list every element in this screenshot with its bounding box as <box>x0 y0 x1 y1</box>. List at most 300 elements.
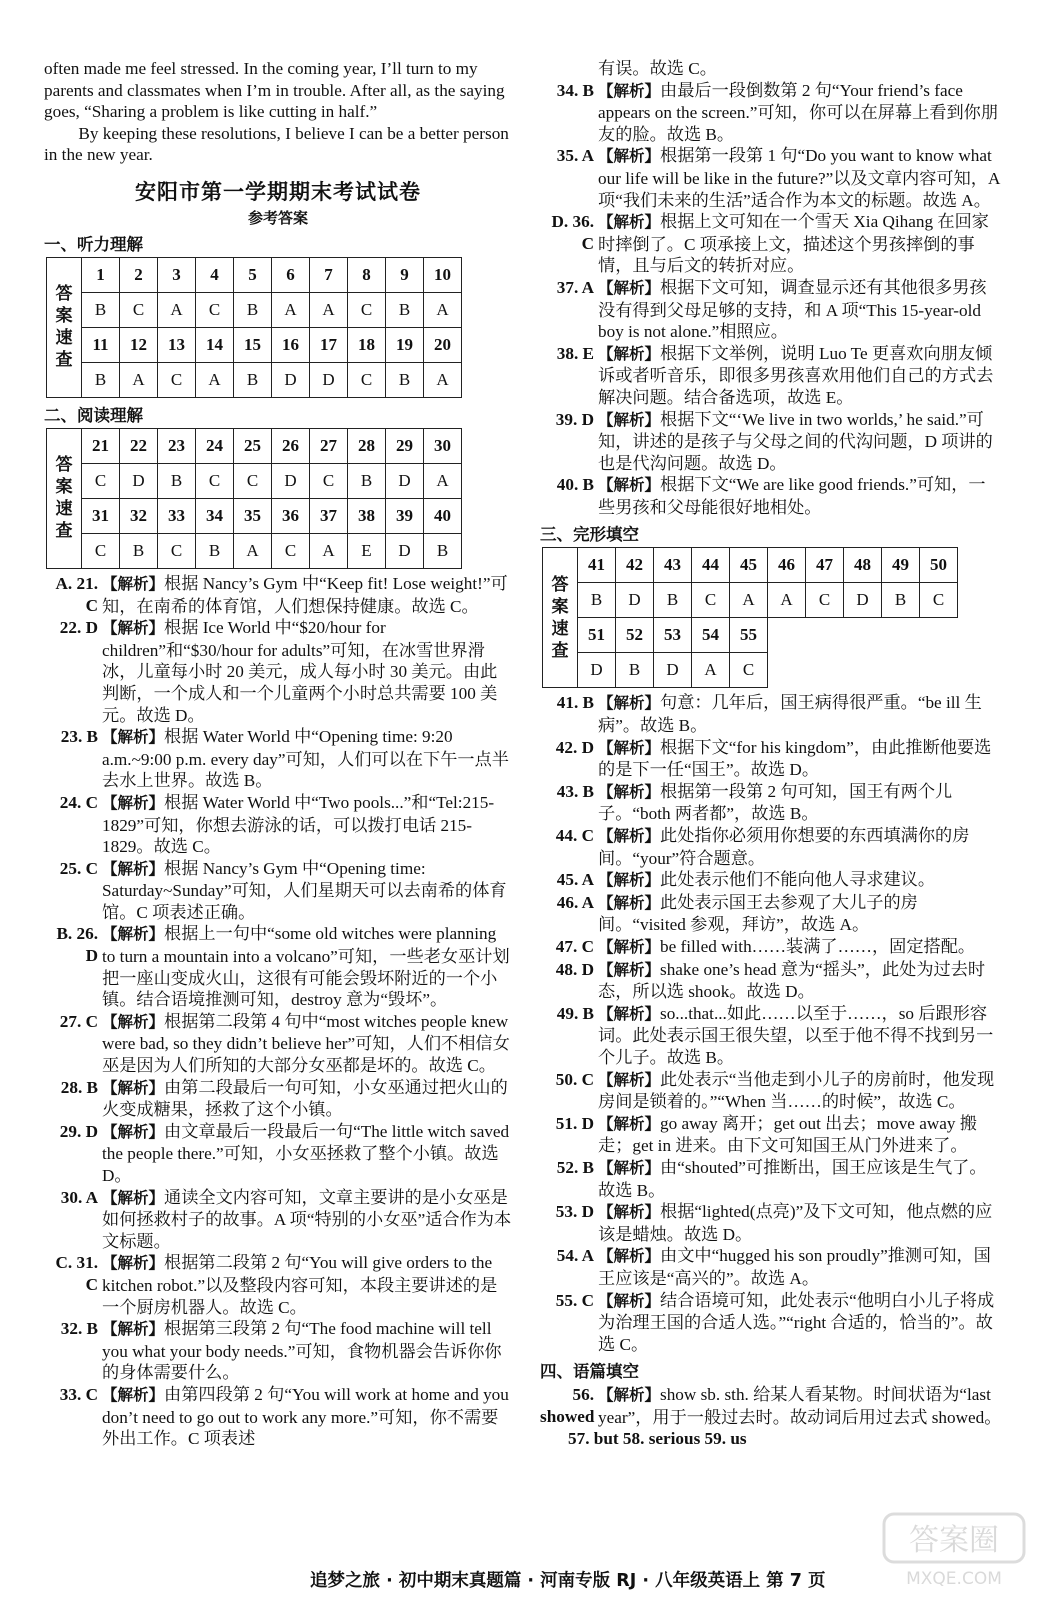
answer-cell: B <box>386 362 424 397</box>
item-text: 此处指你必须用你想要的东西填满你的房间。“your”符合题意。 <box>598 826 970 868</box>
question-number-cell: 26 <box>272 428 310 463</box>
analysis-tag: 【解析】 <box>102 1122 165 1141</box>
item-text: 结合语境可知，此处表示“他明白小儿子将成为治理王国的合适人选。”“right 合适的，恰当的”。故选 C。 <box>598 1290 995 1354</box>
answer-cell: C <box>82 463 120 498</box>
analysis-tag: 【解析】 <box>598 1386 661 1405</box>
item-text: 根据下文举例，说明 Luo Te 更喜欢向朋友倾诉或者听音乐，即很多男孩喜欢用他们自己的方式去解决问题。结合备选项，故选 E。 <box>598 343 994 407</box>
question-number-cell: 8 <box>348 257 386 292</box>
analysis-tag: 【解析】 <box>598 827 661 846</box>
explanation-item <box>540 1290 1002 1356</box>
question-number-cell: 37 <box>310 498 348 533</box>
analysis-tag: 【解析】 <box>598 278 661 297</box>
explanation-item <box>540 277 1002 343</box>
question-number-cell: 19 <box>386 327 424 362</box>
question-number-cell: 15 <box>234 327 272 362</box>
answer-cell: C <box>272 533 310 568</box>
analysis-tag: 【解析】 <box>102 1078 165 1097</box>
answer-label-char: 答 <box>55 284 73 305</box>
item-text: 根据第一段第 1 句“Do you want to know what our life will be like in the future?”以及文章内容可知，A 项“我们未来的生活”适合作为本文的标题。故选 A。 <box>598 146 1000 210</box>
item-text: 由第四段第 2 句“You will work at home and you don’t need to go out to work any more.”可知，你不需要外出工作。C 项表述 <box>102 1384 509 1449</box>
empty-cell <box>768 618 806 653</box>
empty-cell <box>844 653 882 688</box>
item-number: 44. C <box>555 826 594 846</box>
explanation-item <box>540 145 1002 211</box>
question-number-cell: 16 <box>272 327 310 362</box>
question-number-cell: 23 <box>158 428 196 463</box>
answer-label <box>543 548 578 688</box>
answer-cell: C <box>120 292 158 327</box>
question-number-cell: 49 <box>882 548 920 583</box>
explanation-item <box>44 1011 512 1077</box>
analysis-tag: 【解析】 <box>598 1114 661 1133</box>
question-number-cell: 27 <box>310 428 348 463</box>
question-number-cell: 55 <box>730 618 768 653</box>
question-number-cell: 53 <box>654 618 692 653</box>
question-number-cell: 25 <box>234 428 272 463</box>
item-number: C. 31. C <box>55 1253 98 1294</box>
answer-label-char: 答 <box>551 574 569 595</box>
item-text: 根据第二段第 4 句中“most witches people knew were bad, so they didn’t believe her”可知，人们不相信女巫是因为人们所知的大部分女巫都是坏的。故选 C。 <box>102 1011 510 1076</box>
answer-cell: B <box>82 362 120 397</box>
answer-cell: D <box>386 533 424 568</box>
answer-cell: D <box>310 362 348 397</box>
answer-cell: A <box>692 653 730 688</box>
answer-cell: B <box>120 533 158 568</box>
empty-cell <box>882 653 920 688</box>
question-number-cell: 42 <box>616 548 654 583</box>
answer-cell: A <box>310 533 348 568</box>
question-number-cell: 18 <box>348 327 386 362</box>
answer-cell: C <box>920 583 958 618</box>
item-text: 根据下文“for his kingdom”，由此推断他要选的是下一任“国王”。故选 D。 <box>598 737 992 780</box>
answer-label-char: 查 <box>551 640 569 661</box>
item-number: 40. B <box>556 475 594 495</box>
item-number: 51. D <box>555 1113 594 1133</box>
explanation-item <box>44 792 512 858</box>
explanation-item <box>540 737 1002 781</box>
cloze-explanations <box>540 692 1002 1355</box>
question-number-cell: 51 <box>578 618 616 653</box>
answer-cell: A <box>234 533 272 568</box>
answer-cell: A <box>768 583 806 618</box>
answer-cell: C <box>348 362 386 397</box>
explanation-item <box>44 726 512 792</box>
analysis-tag: 【解析】 <box>598 81 661 100</box>
question-number-cell: 22 <box>120 428 158 463</box>
item-number: 53. D <box>555 1202 594 1222</box>
item-number: 39. D <box>555 409 594 429</box>
answer-cell: A <box>424 463 462 498</box>
explanation-item <box>540 1113 1002 1157</box>
explanation-item <box>44 573 512 617</box>
item-number: 45. A <box>556 870 594 890</box>
analysis-tag: 【解析】 <box>102 793 165 812</box>
item-text: 根据 Nancy’s Gym 中“Opening time: Saturday~Sunday”可知，人们星期天可以去南希的体育馆。C 项表述正确。 <box>102 858 507 922</box>
answer-cell: B <box>158 463 196 498</box>
item-number: 55. C <box>555 1290 594 1310</box>
item-text: 通读全文内容可知，文章主要讲的是小女巫是如何拯救村子的故事。A 项“特别的小女巫”适合作为本文标题。 <box>102 1187 512 1251</box>
answer-cell: A <box>272 292 310 327</box>
watermark-text: 答案圈 <box>909 1523 999 1558</box>
question-number-cell: 28 <box>348 428 386 463</box>
answer-label <box>47 428 82 568</box>
analysis-tag: 【解析】 <box>598 1070 661 1089</box>
analysis-tag: 【解析】 <box>598 147 661 166</box>
answer-cell: C <box>348 292 386 327</box>
item-text: 根据 Ice World 中“$20/hour for children”和“$30/hour for adults”可知，在冰雪世界滑冰，儿童每小时 20 美元，成人每小时 30 美元。由此判断，一个成人和一个儿童两个小时总共需要 100 美元。故选 D。 <box>102 618 498 725</box>
analysis-tag: 【解析】 <box>598 782 661 801</box>
item-text: show sb. sth. 给某人看某物。时间状语为“last year”，用于一般过去时。故动词后用过去式 showed。 <box>598 1385 1002 1427</box>
question-number-cell: 24 <box>196 428 234 463</box>
answer-label-char: 查 <box>55 521 73 542</box>
empty-cell <box>920 653 958 688</box>
item-text: 此处表示“当他走到小儿子的房前时，他发现房间是锁着的。”“When 当……的时候”，故选 C。 <box>598 1069 995 1112</box>
item-number: 37. A <box>556 277 594 297</box>
answer-cell: D <box>654 653 692 688</box>
explanation-item <box>44 617 512 726</box>
answer-cell: C <box>692 583 730 618</box>
top-paragraph-1: often made me feel stressed. In the coming year, I’ll turn to my parents and classmates when I’m in trouble. After all, as the saying goes, “Sharing a problem is like cutting in half.” <box>44 59 505 122</box>
question-number-cell: 7 <box>310 257 348 292</box>
question-number-cell: 44 <box>692 548 730 583</box>
question-number-cell: 13 <box>158 327 196 362</box>
item-number: A. 21. C <box>55 573 98 615</box>
question-number-cell: 11 <box>82 327 120 362</box>
item-text: 根据“lighted(点亮)”及下文可知，他点燃的应该是蜡烛。故选 D。 <box>598 1202 993 1244</box>
analysis-tag: 【解析】 <box>598 1247 661 1266</box>
answer-cell: B <box>654 583 692 618</box>
answer-label-char: 速 <box>55 328 73 349</box>
analysis-tag: 【解析】 <box>102 1320 165 1339</box>
item-text: 由第二段最后一句可知，小女巫通过把火山的火变成糖果，拯救了这个小镇。 <box>102 1077 508 1120</box>
question-number-cell: 30 <box>424 428 462 463</box>
explanation-item <box>44 1077 512 1121</box>
item-text: 根据第三段第 2 句“The food machine will tell you what your body needs.”可知，食物机器会告诉你你的身体需要什么。 <box>102 1319 502 1383</box>
analysis-tag: 【解析】 <box>598 694 661 713</box>
item-number: 29. D <box>59 1121 98 1141</box>
question-number-cell: 21 <box>82 428 120 463</box>
item-text: 根据下文“We are like good friends.”可知，一些男孩和父母能很好地相处。 <box>598 475 986 517</box>
item-number: 34. B <box>556 80 594 100</box>
question-number-cell: 4 <box>196 257 234 292</box>
question-number-cell: 12 <box>120 327 158 362</box>
section-passage-fill: 四、语篇填空 <box>540 1362 639 1382</box>
explanation-item <box>44 858 512 924</box>
answer-label-char: 速 <box>551 618 569 639</box>
question-number-cell: 46 <box>768 548 806 583</box>
analysis-tag: 【解析】 <box>598 410 661 429</box>
explanation-item <box>540 1069 1002 1113</box>
analysis-tag: 【解析】 <box>598 871 661 890</box>
answer-cell: A <box>120 362 158 397</box>
exam-title: 安阳市第一学期期末考试试卷 <box>135 178 421 204</box>
answer-label-char: 答 <box>55 455 73 476</box>
item-number: 33. C <box>59 1384 98 1404</box>
question-number-cell: 43 <box>654 548 692 583</box>
question-number-cell: 5 <box>234 257 272 292</box>
answer-cell: C <box>82 533 120 568</box>
explanation-item <box>540 781 1002 825</box>
question-number-cell: 39 <box>386 498 424 533</box>
answer-cell: D <box>616 583 654 618</box>
watermark-logo <box>880 1510 1028 1590</box>
question-number-cell: 33 <box>158 498 196 533</box>
explanation-item <box>44 1252 512 1318</box>
item-text: 句意：几年后，国王病得很严重。“be ill 生病”。故选 B。 <box>598 693 982 736</box>
item-number: 23. B <box>60 727 98 747</box>
reading-explanations <box>44 573 512 1450</box>
analysis-tag: 【解析】 <box>102 728 165 747</box>
answer-cell: B <box>82 292 120 327</box>
answer-cell: B <box>348 463 386 498</box>
analysis-tag: 【解析】 <box>102 574 165 593</box>
explanation-item <box>540 1245 1002 1289</box>
item-number: 47. C <box>555 937 594 956</box>
explanation-item <box>540 959 1002 1003</box>
explanation-item <box>540 211 1002 277</box>
answer-cell: C <box>196 463 234 498</box>
answer-cell: D <box>272 362 310 397</box>
item-number: 32. B <box>60 1319 98 1339</box>
explanation-item <box>540 409 1002 475</box>
analysis-tag: 【解析】 <box>102 1188 165 1207</box>
reading-explanations-2 <box>540 80 1002 519</box>
question-number-cell: 2 <box>120 257 158 292</box>
answer-cell: E <box>348 533 386 568</box>
question-number-cell: 52 <box>616 618 654 653</box>
analysis-tag: 【解析】 <box>102 859 165 878</box>
question-number-cell: 35 <box>234 498 272 533</box>
item-number: 38. E <box>556 343 594 363</box>
answer-cell: A <box>310 292 348 327</box>
item-text: 根据 Nancy’s Gym 中“Keep fit! Lose weight!”可知，在南希的体育馆，人们想保持健康。故选 C。 <box>102 573 508 616</box>
answer-cell: B <box>616 653 654 688</box>
question-number-cell: 45 <box>730 548 768 583</box>
explanation-item <box>540 825 1002 869</box>
empty-cell <box>920 618 958 653</box>
analysis-tag: 【解析】 <box>102 1012 165 1031</box>
answer-cell: A <box>730 583 768 618</box>
analysis-tag: 【解析】 <box>598 738 661 757</box>
item-number: 48. D <box>555 959 594 979</box>
item-text: 由最后一段倒数第 2 句“Your friend’s face appears on the screen.”可知，你可以在屏幕上看到你朋友的脸。故选 B。 <box>598 80 999 144</box>
item-text: 由文章最后一段最后一句“The little witch saved the people there.”可知，小女巫拯救了整个小镇。故选 D。 <box>102 1121 510 1185</box>
answer-table-2 <box>46 428 462 569</box>
question-number-cell: 54 <box>692 618 730 653</box>
item-number: 22. D <box>59 618 98 638</box>
analysis-tag: 【解析】 <box>102 619 165 638</box>
question-number-cell: 10 <box>424 257 462 292</box>
item-number: 30. A <box>60 1187 98 1207</box>
question-number-cell: 47 <box>806 548 844 583</box>
question-number-cell: 14 <box>196 327 234 362</box>
item-number: 24. C <box>59 792 98 812</box>
answer-cell: A <box>196 362 234 397</box>
item-text: be filled with……装满了……，固定搭配。 <box>660 937 976 956</box>
item-text: 根据下文“‘We live in two worlds,’ he said.”可知，讲述的是孩子与父母之间的代沟问题，D 项讲的也是代沟问题。故选 D。 <box>598 409 993 473</box>
empty-cell <box>806 653 844 688</box>
analysis-tag: 【解析】 <box>598 893 661 912</box>
analysis-tag: 【解析】 <box>598 960 661 979</box>
analysis-tag: 【解析】 <box>598 1158 661 1177</box>
item-number: B. 26. D <box>56 924 98 966</box>
answer-table-3 <box>542 547 958 688</box>
question-number-cell: 36 <box>272 498 310 533</box>
answer-cell: B <box>386 292 424 327</box>
answer-cell: D <box>844 583 882 618</box>
explanation-item <box>540 1201 1002 1245</box>
answer-label-char: 速 <box>55 499 73 520</box>
explanation-item <box>44 1187 512 1253</box>
top-paragraph-2: By keeping these resolutions, I believe I can be a better person in the new year. <box>44 123 509 165</box>
page-footer: 追梦之旅 · 初中期末真题篇 · 河南专版 RJ · 八年级英语上 第 7 页 <box>310 1571 826 1591</box>
answer-cell: C <box>158 362 196 397</box>
analysis-tag: 【解析】 <box>102 1254 165 1273</box>
item-number: 46. A <box>556 892 594 912</box>
explanation-item-56 <box>540 1384 1002 1428</box>
analysis-tag: 【解析】 <box>102 1385 165 1404</box>
question-number-cell: 50 <box>920 548 958 583</box>
item-number: 41. B <box>556 693 594 713</box>
answer-cell: B <box>882 583 920 618</box>
answers-57-59: 57. but 58. serious 59. us <box>568 1429 747 1449</box>
analysis-tag: 【解析】 <box>598 938 661 956</box>
item-text: 此处表示国王去参观了大儿子的房间。“visited 参观，拜访”，故选 A。 <box>598 892 918 935</box>
item-number: 28. B <box>60 1077 98 1097</box>
item-number: 35. A <box>556 146 594 166</box>
item-text: 根据 Water World 中“Two pools...”和“Tel:215-1829”可知，你想去游泳的话，可以拨打电话 215-1829。故选 C。 <box>102 792 495 857</box>
item-number: 56. showed <box>540 1385 595 1426</box>
section-reading: 二、阅读理解 <box>44 405 143 425</box>
answer-cell: A <box>424 362 462 397</box>
item-text: 根据上文可知在一个雪天 Xia Qihang 在回家时摔倒了。C 项承接上文，描述这个男孩摔倒的事情，且与后文的转折对应。 <box>598 212 989 276</box>
item-text: 根据上一句中“some old witches were planning to turn a mountain into a volcano”可知，一些老女巫计划把一座山变成火山，这很有可能会毁坏附近的一个小镇。结合语境推测可知，destroy 意为“毁坏”。 <box>102 924 510 1010</box>
answer-cell: D <box>120 463 158 498</box>
question-number-cell: 17 <box>310 327 348 362</box>
item-number: 50. C <box>555 1069 594 1089</box>
answer-cell: D <box>578 653 616 688</box>
exam-subtitle: 参考答案 <box>247 208 308 227</box>
explanation-item <box>44 1318 512 1384</box>
explanation-item <box>44 923 512 1010</box>
item-text: 根据下文可知，调查显示还有其他很多男孩没有得到父母足够的支持，和 A 项“This 15-year-old boy is not alone.”相照应。 <box>598 277 987 342</box>
empty-cell <box>882 618 920 653</box>
question-number-cell: 40 <box>424 498 462 533</box>
answer-cell: C <box>158 533 196 568</box>
question-number-cell: 9 <box>386 257 424 292</box>
item-text: 根据第一段第 2 句可知，国王有两个儿子。“both 两者都”，故选 B。 <box>598 781 953 824</box>
question-number-cell: 3 <box>158 257 196 292</box>
item-number: 27. C <box>59 1011 98 1031</box>
item-number: 25. C <box>59 858 98 878</box>
item-text: 由文中“hugged his son proudly”推测可知，国王应该是“高兴的”。故选 A。 <box>598 1246 991 1288</box>
answer-label-char: 查 <box>55 350 73 371</box>
analysis-tag: 【解析】 <box>598 1004 661 1023</box>
answer-cell: C <box>806 583 844 618</box>
answer-cell: C <box>730 653 768 688</box>
question-number-cell: 38 <box>348 498 386 533</box>
left-column <box>44 58 512 1450</box>
explanation-item <box>540 343 1002 409</box>
item-text: 由“shouted”可推断出，国王应该是生气了。故选 B。 <box>598 1157 987 1200</box>
question-number-cell: 41 <box>578 548 616 583</box>
item-number: 54. A <box>556 1246 594 1266</box>
analysis-tag: 【解析】 <box>598 1291 661 1310</box>
answer-cell: B <box>234 292 272 327</box>
question-number-cell: 32 <box>120 498 158 533</box>
question-number-cell: 48 <box>844 548 882 583</box>
analysis-tag: 【解析】 <box>598 344 661 363</box>
analysis-tag: 【解析】 <box>102 925 165 944</box>
explanation-item <box>540 474 1002 518</box>
analysis-tag: 【解析】 <box>598 213 661 232</box>
question-number-cell: 31 <box>82 498 120 533</box>
item-number: 52. B <box>556 1157 594 1177</box>
explanation-item <box>540 892 1002 936</box>
answer-label-char: 案 <box>55 477 73 498</box>
answer-label-char: 案 <box>551 596 569 617</box>
empty-cell <box>844 618 882 653</box>
answer-cell: C <box>196 292 234 327</box>
explanation-item <box>540 1157 1002 1201</box>
question-number-cell: 34 <box>196 498 234 533</box>
answer-cell: B <box>578 583 616 618</box>
section-cloze: 三、完形填空 <box>540 525 639 545</box>
answer-table-1 <box>46 257 462 398</box>
answer-cell: C <box>234 463 272 498</box>
watermark-url: MXQE.COM <box>906 1569 1002 1589</box>
answer-cell: A <box>158 292 196 327</box>
item-number: D. 36. C <box>551 212 594 253</box>
item-text: 根据 Water World 中“Opening time: 9:20 a.m.~9:00 p.m. every day”可知，人们可以在下午一点半去水上世界。故选 B。 <box>102 727 509 791</box>
item-number: 42. D <box>555 737 594 757</box>
answer-cell: B <box>234 362 272 397</box>
section-listening: 一、听力理解 <box>44 234 143 254</box>
right-column <box>540 58 1002 1450</box>
item-text: shake one’s head 意为“摇头”，此处为过去时态，所以选 shook。故选 D。 <box>598 959 986 1002</box>
item-text: 根据第二段第 2 句“You will give orders to the kitchen robot.”以及整段内容可知，本段主要讲述的是一个厨房机器人。故选 C。 <box>102 1253 498 1317</box>
explanation-item <box>44 1121 512 1187</box>
question-number-cell: 20 <box>424 327 462 362</box>
answer-cell: D <box>386 463 424 498</box>
continued-text: 有误。故选 C。 <box>598 59 717 78</box>
question-number-cell: 29 <box>386 428 424 463</box>
answer-cell: A <box>424 292 462 327</box>
empty-cell <box>806 618 844 653</box>
item-text: so...that...如此……以至于……，so 后跟形容词。此处表示国王很失望，以至于他不得不找到另一个儿子。故选 B。 <box>598 1003 994 1067</box>
question-number-cell: 6 <box>272 257 310 292</box>
item-number: 43. B <box>556 781 594 801</box>
explanation-item <box>540 80 1002 146</box>
empty-cell <box>768 653 806 688</box>
item-text: 此处表示他们不能向他人寻求建议。 <box>660 870 936 890</box>
answer-cell: C <box>310 463 348 498</box>
explanation-item <box>540 692 1002 736</box>
analysis-tag: 【解析】 <box>598 1203 661 1222</box>
analysis-tag: 【解析】 <box>598 476 661 495</box>
explanation-item <box>44 1384 512 1450</box>
explanation-item <box>540 936 1002 959</box>
explanation-item <box>540 1003 1002 1069</box>
question-number-cell: 1 <box>82 257 120 292</box>
explanation-item <box>540 869 1002 892</box>
answer-cell: D <box>272 463 310 498</box>
answer-label <box>47 257 82 397</box>
answer-label-char: 案 <box>55 306 73 327</box>
item-text: go away 离开；get out 出去；move away 搬走；get in 进来。由下文可知国王从门外进来了。 <box>598 1113 977 1156</box>
item-number: 49. B <box>556 1003 594 1023</box>
answer-cell: B <box>424 533 462 568</box>
